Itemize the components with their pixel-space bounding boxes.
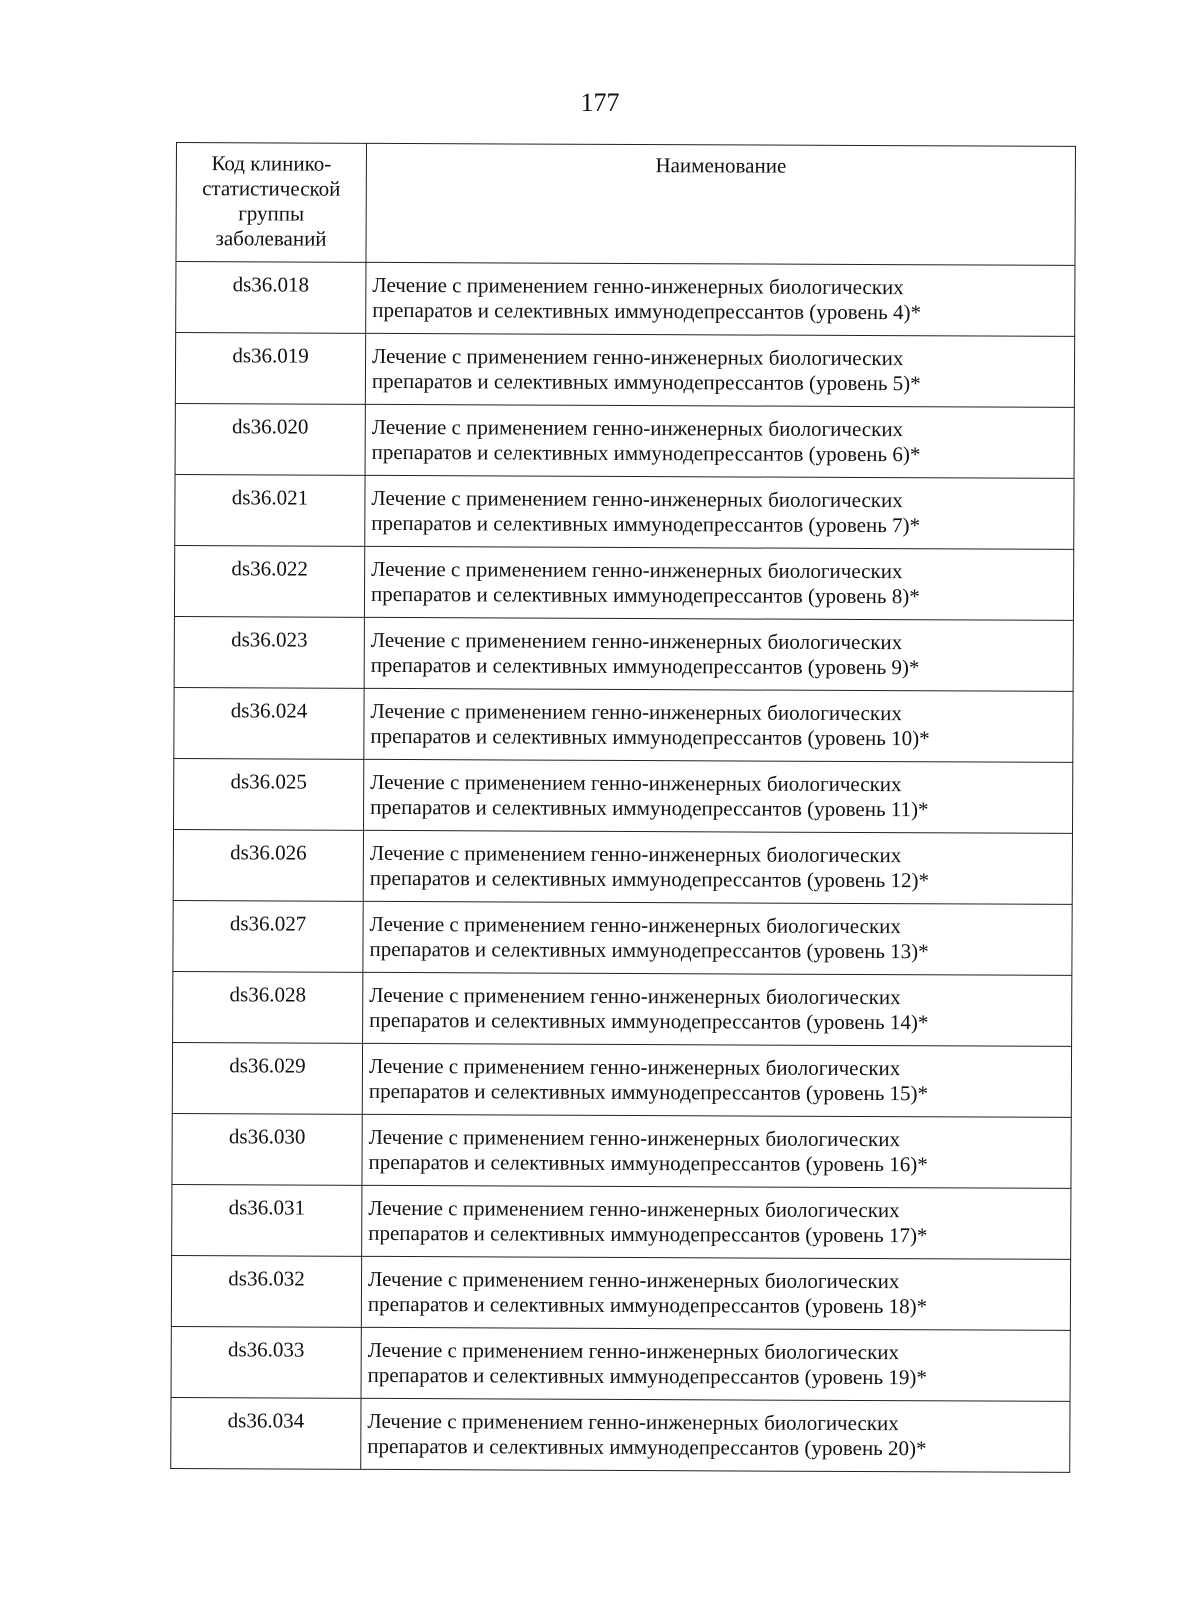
row-name-line-1: Лечение с применением генно-инженерных биологических [368,1053,901,1081]
row-name [365,475,1074,549]
row-name-line-2: препаратов и селективных иммунодепрессантов (уровень 17)* [368,1220,928,1248]
row-name [361,1256,1070,1330]
row-code: ds36.031 [172,1184,362,1256]
table-row [171,1255,1070,1330]
row-name-line-2: препаратов и селективных иммунодепрессантов (уровень 12)* [369,865,930,893]
row-name-line-1: Лечение с применением генно-инженерных биологических [370,627,903,655]
table-row [175,403,1074,478]
row-name-line-1: Лечение с применением генно-инженерных биологических [368,1124,901,1152]
row-name [362,1114,1071,1188]
row-name [366,262,1075,336]
table-row [174,545,1073,620]
table-row [172,1184,1071,1259]
row-name-line-2: препаратов и селективных иммунодепрессантов (уровень 9)* [370,652,920,680]
row-code: ds36.029 [172,1042,362,1114]
row-name-line-1: Лечение с применением генно-инженерных биологических [367,1266,900,1294]
row-name-line-2: препаратов и селективных иммунодепрессантов (уровень 16)* [368,1149,928,1177]
classification-table [170,142,1076,1473]
row-code: ds36.026 [173,829,363,901]
row-name [361,1327,1070,1401]
row-name-line-1: Лечение с применением генно-инженерных биологических [370,698,902,726]
row-name [363,830,1072,904]
row-code: ds36.023 [174,616,364,688]
row-name-line-2: препаратов и селективных иммунодепрессантов (уровень 7)* [371,510,921,538]
row-name-line-1: Лечение с применением генно-инженерных биологических [368,1195,900,1223]
row-code: ds36.022 [174,545,364,617]
row-name-line-1: Лечение с применением генно-инженерных биологических [369,982,901,1010]
row-name [362,1185,1071,1259]
row-code: ds36.030 [172,1113,362,1185]
table-row [173,971,1072,1046]
row-name-line-2: препаратов и селективных иммунодепрессантов (уровень 11)* [370,794,929,822]
row-name-line-1: Лечение с применением генно-инженерных биологических [371,414,904,442]
table-row [175,474,1074,549]
row-name [365,333,1074,407]
row-name-line-1: Лечение с применением генно-инженерных биологических [372,272,904,300]
row-name-line-2: препаратов и селективных иммунодепрессантов (уровень 19)* [367,1362,927,1390]
table-row [171,1397,1070,1472]
code-column-header: Код клинико- статистической группы заболеваний [176,143,367,263]
row-name-line-1: Лечение с применением генно-инженерных биологических [371,485,903,513]
row-code: ds36.028 [173,971,363,1043]
row-name [363,972,1072,1046]
table-row [175,333,1074,408]
row-code: ds36.025 [174,758,364,830]
row-name-line-2: препаратов и селективных иммунодепрессантов (уровень 5)* [371,368,921,396]
row-name-line-2: препаратов и селективных иммунодепрессантов (уровень 18)* [367,1291,928,1319]
row-name-line-2: препаратов и селективных иммунодепрессантов (уровень 20)* [367,1433,927,1461]
row-name [364,546,1073,620]
table-row [173,829,1072,904]
table-row [176,262,1075,337]
row-name-line-1: Лечение с применением генно-инженерных биологических [369,911,901,939]
row-code: ds36.019 [175,333,365,405]
row-name [362,1043,1071,1117]
row-code: ds36.020 [175,403,365,475]
row-name [361,1398,1070,1472]
row-code: ds36.033 [171,1326,361,1398]
table-header-row [176,143,1076,266]
table-row [172,1042,1071,1117]
row-name-line-2: препаратов и селективных иммунодепрессантов (уровень 15)* [368,1078,929,1106]
row-name [364,688,1073,762]
row-name [363,759,1072,833]
row-name-line-2: препаратов и селективных иммунодепрессантов (уровень 8)* [370,581,920,609]
table-row [174,616,1073,691]
row-name-line-1: Лечение с применением генно-инженерных биологических [367,1408,899,1436]
row-code: ds36.032 [171,1255,361,1327]
row-name-line-2: препаратов и селективных иммунодепрессантов (уровень 6)* [371,439,921,467]
table-row [174,687,1073,762]
row-code: ds36.018 [176,262,366,334]
row-code: ds36.027 [173,900,363,972]
row-name [364,617,1073,691]
row-name-line-1: Лечение с применением генно-инженерных биологических [371,556,903,584]
row-name-line-1: Лечение с применением генно-инженерных биологических [372,343,904,371]
table-row [171,1326,1070,1401]
row-name [363,901,1072,975]
table-row [174,758,1073,833]
table-row [172,1113,1071,1188]
row-name-line-1: Лечение с применением генно-инженерных биологических [369,840,902,868]
page-number: 177 [580,88,620,117]
row-name-line-2: препаратов и селективных иммунодепрессантов (уровень 10)* [370,723,930,751]
row-name [365,404,1074,478]
row-code: ds36.024 [174,687,364,759]
table-row [173,900,1072,975]
row-code: ds36.021 [175,474,365,546]
row-name-line-2: препаратов и селективных иммунодепрессантов (уровень 14)* [369,1007,929,1035]
name-column-header: Наименование [366,143,1076,265]
row-name-line-2: препаратов и селективных иммунодепрессантов (уровень 13)* [369,936,929,964]
row-name-line-2: препаратов и селективных иммунодепрессантов (уровень 4)* [372,297,922,325]
row-name-line-1: Лечение с применением генно-инженерных биологических [367,1337,900,1365]
row-name-line-1: Лечение с применением генно-инженерных биологических [370,769,902,797]
row-code: ds36.034 [171,1397,361,1469]
